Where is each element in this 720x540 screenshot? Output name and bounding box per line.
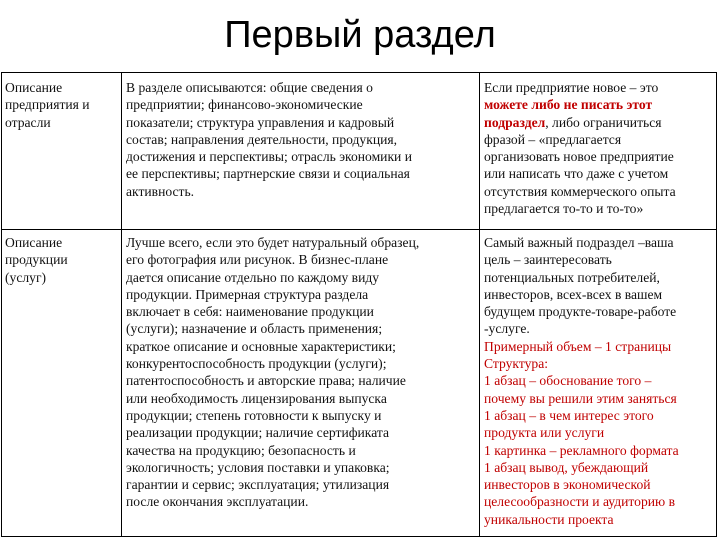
text-line: [126, 338, 419, 355]
text-segment: экологичность; условия поставки и упаковка;: [126, 459, 390, 475]
row-2-content: [126, 234, 419, 511]
text-segment: Если предприятие новое – это: [484, 80, 659, 95]
text-line: [126, 234, 419, 251]
text-segment: продукции; степень готовности к выпуску и: [126, 407, 382, 423]
text-segment: или написать что даже с учетом: [484, 166, 669, 182]
text-segment: продукции: [5, 252, 68, 268]
highlighted-text: инвесторов в экономической: [484, 477, 651, 493]
highlighted-text: 1 картинка – рекламного формата: [484, 442, 679, 458]
text-line: [484, 269, 679, 286]
row-divider: [2, 229, 716, 230]
text-segment: продукции. Примерная структура раздела: [126, 286, 369, 302]
text-segment: Лучше всего, если это будет натуральный образец,: [126, 235, 420, 250]
text-line: [484, 320, 679, 337]
text-line: [484, 165, 676, 182]
text-line: [126, 476, 419, 493]
text-line: [484, 286, 679, 303]
highlighted-text: Примерный объем – 1 страницы: [484, 338, 672, 354]
text-segment: будущем продукте-товаре-работе: [484, 304, 677, 320]
text-line: [484, 493, 679, 510]
section-table: [1, 72, 717, 537]
text-line: [126, 79, 412, 96]
text-line: [126, 286, 419, 303]
slide-title: Первый раздел: [224, 14, 496, 56]
highlighted-text: 1 абзац вывод, убеждающий: [484, 459, 649, 475]
text-segment: гарантии и сервис; эксплуатация; утилизация: [126, 477, 390, 493]
text-line: [484, 390, 679, 407]
text-line: [126, 303, 419, 320]
text-segment: реализации продукции; наличие сертификата: [126, 425, 390, 441]
text-line: [126, 131, 412, 148]
text-line: [484, 459, 679, 476]
text-line: [126, 114, 412, 131]
text-line: [484, 96, 676, 113]
text-line: [126, 183, 412, 200]
text-segment: , либо ограничиться: [545, 114, 662, 130]
text-line: [126, 96, 412, 113]
text-segment: отрасли: [5, 114, 51, 130]
column-divider: [121, 73, 122, 536]
text-line: [484, 424, 679, 441]
highlighted-text: подраздел: [484, 114, 546, 130]
text-segment: или необходимость лицензирования выпуска: [126, 390, 387, 406]
text-line: [484, 338, 679, 355]
text-line: [484, 79, 676, 96]
text-segment: (услуг): [5, 269, 47, 285]
text-segment: ее перспективы; партнерские связи и социальная: [126, 166, 410, 182]
text-segment: предприятии; финансово-экономические: [126, 97, 363, 113]
text-line: [126, 355, 419, 372]
text-line: [5, 96, 90, 113]
text-line: [484, 114, 676, 131]
text-line: [126, 407, 419, 424]
text-line: [484, 200, 676, 217]
column-divider: [479, 73, 480, 536]
text-line: [484, 234, 679, 251]
text-segment: фразой – «предлагается: [484, 131, 622, 147]
row-1-note: [484, 79, 676, 217]
text-line: [484, 251, 679, 268]
text-line: [484, 131, 676, 148]
text-segment: состав; направления деятельности, продукция,: [126, 131, 398, 147]
text-segment: отсутствия коммерческого опыта: [484, 183, 676, 199]
text-segment: дается описание отдельно по каждому виду: [126, 269, 380, 285]
text-line: [126, 372, 419, 389]
text-line: [484, 183, 676, 200]
text-segment: (услуги); назначение и область применения;: [126, 321, 383, 337]
text-line: [5, 114, 90, 131]
row-2-note: [484, 234, 679, 528]
text-line: [126, 442, 419, 459]
highlighted-text: можете либо не писать этот: [484, 97, 653, 113]
text-segment: цель – заинтересовать: [484, 252, 612, 268]
text-line: [126, 390, 419, 407]
text-segment: активность.: [126, 183, 195, 199]
row-1-label: [5, 79, 90, 131]
text-segment: организовать новое предприятие: [484, 149, 674, 165]
text-segment: -услуге.: [484, 321, 530, 337]
text-line: [5, 79, 90, 96]
text-segment: Самый важный подраздел –ваша: [484, 235, 674, 250]
text-line: [126, 320, 419, 337]
text-line: [484, 476, 679, 493]
row-2-label: [5, 234, 68, 286]
text-segment: Описание: [5, 235, 63, 250]
text-line: [126, 251, 419, 268]
text-segment: краткое описание и основные характеристики;: [126, 338, 396, 354]
text-segment: после окончания эксплуатации.: [126, 494, 309, 510]
text-line: [126, 493, 419, 510]
text-segment: В разделе описываются: общие сведения о: [126, 80, 373, 95]
text-line: [484, 303, 679, 320]
text-line: [126, 424, 419, 441]
highlighted-text: 1 абзац – обоснование того –: [484, 373, 652, 389]
text-segment: потенциальных потребителей,: [484, 269, 660, 285]
text-segment: конкурентоспособность продукции (услуги);: [126, 356, 387, 372]
text-segment: достижения и перспективы; отрасль экономики и: [126, 149, 412, 165]
text-segment: включает в себя: наименование продукции: [126, 304, 374, 320]
text-segment: патентоспособность и авторские права; наличие: [126, 373, 406, 389]
text-segment: показатели; структура управления и кадровый: [126, 114, 395, 130]
text-segment: качества на продукцию; безопасность и: [126, 442, 356, 458]
text-line: [5, 234, 68, 251]
highlighted-text: Структура:: [484, 356, 548, 372]
text-line: [5, 269, 68, 286]
text-line: [484, 372, 679, 389]
text-line: [5, 251, 68, 268]
highlighted-text: продукта или услуги: [484, 425, 605, 441]
text-line: [484, 442, 679, 459]
text-line: [484, 511, 679, 528]
text-segment: предприятия и: [5, 97, 90, 113]
text-line: [126, 459, 419, 476]
row-1-content: [126, 79, 412, 200]
text-line: [126, 148, 412, 165]
text-line: [126, 165, 412, 182]
highlighted-text: почему вы решили этим заняться: [484, 390, 677, 406]
text-line: [484, 148, 676, 165]
highlighted-text: 1 абзац – в чем интерес этого: [484, 407, 654, 423]
text-segment: его фотография или рисунок. В бизнес-плане: [126, 252, 389, 268]
highlighted-text: целесообразности и аудиторию в: [484, 494, 676, 510]
text-line: [484, 355, 679, 372]
text-segment: предлагается то-то и то-то»: [484, 201, 644, 217]
text-line: [126, 269, 419, 286]
highlighted-text: уникальности проекта: [484, 511, 614, 527]
text-segment: инвесторов, всех-всех в вашем: [484, 286, 663, 302]
text-line: [484, 407, 679, 424]
text-segment: Описание: [5, 80, 63, 95]
